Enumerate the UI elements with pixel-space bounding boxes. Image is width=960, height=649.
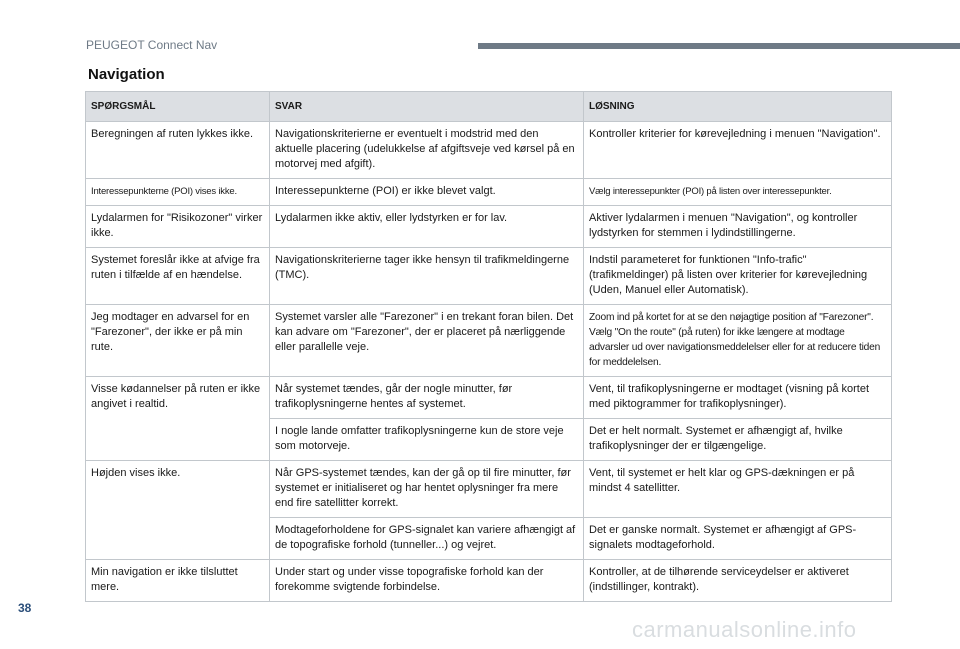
troubleshooting-table [85,91,892,602]
question-cell: Beregningen af ruten lykkes ikke. [86,122,270,179]
solution-cell: Aktiver lydalarmen i menuen "Navigation", og kontroller lydstyrken for stemmen i lydindstillingerne. [584,206,892,248]
answer-cell: Når GPS-systemet tændes, kan der gå op til fire minutter, før systemet er initialiseret og har hentet oplysninger fra mere end fire satellitter korrekt. [270,461,584,518]
table-row [86,461,892,518]
solution-cell: Kontroller, at de tilhørende serviceydelser er aktiveret (indstillinger, kontrakt). [584,560,892,602]
answer-cell: Interessepunkterne (POI) er ikke blevet valgt. [270,179,584,206]
answer-cell: Når systemet tændes, går der nogle minutter, før trafikoplysningerne hentes af systemet. [270,377,584,419]
question-cell: Højden vises ikke. [86,461,270,560]
solution-cell: Zoom ind på kortet for at se den nøjagtige position af "Farezoner". Vælg "On the route" (på ruten) for ikke længere at modtage advarsler ud over navigationsmeddelelser eller for at reducere tiden for meddelelsen. [584,305,892,377]
solution-cell: Det er helt normalt. Systemet er afhængigt af, hvilke trafikoplysninger der er tilgængelige. [584,419,892,461]
question-cell: Jeg modtager en advarsel for en "Farezoner", der ikke er på min rute. [86,305,270,377]
solution-cell: Vent, til trafikoplysningerne er modtaget (visning på kortet med piktogrammer for trafikoplysninger). [584,377,892,419]
answer-cell: Lydalarmen ikke aktiv, eller lydstyrken er for lav. [270,206,584,248]
watermark: carmanualsonline.info [632,617,857,642]
page-title: Navigation [88,66,165,83]
answer-cell: Navigationskriterierne tager ikke hensyn til trafikmeldingerne (TMC). [270,248,584,305]
question-cell: Lydalarmen for "Risikozoner" virker ikke. [86,206,270,248]
solution-cell: Vent, til systemet er helt klar og GPS-dækningen er på mindst 4 satellitter. [584,461,892,518]
answer-cell: Navigationskriterierne er eventuelt i modstrid med den aktuelle placering (udelukkelse af afgiftsveje ved kørsel på en motorvej med afgift). [270,122,584,179]
table-row [86,248,892,305]
question-cell: Min navigation er ikke tilsluttet mere. [86,560,270,602]
table-row [86,377,892,419]
table-row [86,206,892,248]
answer-cell: Systemet varsler alle "Farezoner" i en trekant foran bilen. Det kan advare om "Farezoner", der er placeret på nærliggende eller parallelle veje. [270,305,584,377]
solution-cell: Vælg interessepunkter (POI) på listen over interessepunkter. [584,179,892,206]
answer-cell: Under start og under visse topografiske forhold kan der forekomme svigtende forbindelse. [270,560,584,602]
table-row [86,560,892,602]
question-cell: Visse kødannelser på ruten er ikke angivet i realtid. [86,377,270,461]
solution-cell: Det er ganske normalt. Systemet er afhængigt af GPS-signalets modtageforhold. [584,518,892,560]
question-cell: Systemet foreslår ikke at afvige fra ruten i tilfælde af en hændelse. [86,248,270,305]
header-answer: SVAR [270,92,584,122]
page-number: 38 [18,601,32,615]
table-row [86,179,892,206]
header-bar [478,43,960,49]
table-row [86,122,892,179]
answer-cell: I nogle lande omfatter trafikoplysningerne kun de store veje som motorveje. [270,419,584,461]
solution-cell: Kontroller kriterier for kørevejledning i menuen "Navigation". [584,122,892,179]
solution-cell: Indstil parameteret for funktionen "Info-trafic" (trafikmeldinger) på listen over kriterier for kørevejledning (Uden, Manuel eller Automatisk). [584,248,892,305]
table-row [86,305,892,377]
header-question: SPØRGSMÅL [86,92,270,122]
question-cell: Interessepunkterne (POI) vises ikke. [86,179,270,206]
header-solution: LØSNING [584,92,892,122]
table-header-row [86,92,892,122]
brand-header: PEUGEOT Connect Nav [86,38,218,52]
answer-cell: Modtageforholdene for GPS-signalet kan variere afhængigt af de topografiske forhold (tunneller...) og vejret. [270,518,584,560]
